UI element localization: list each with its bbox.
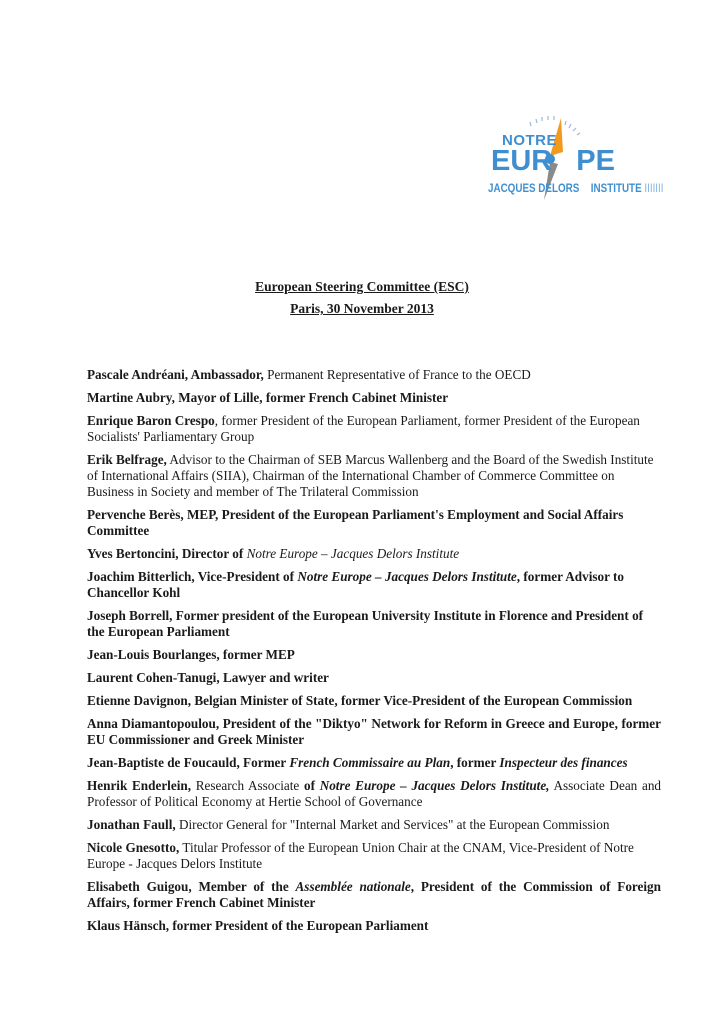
member-entry: [87, 452, 661, 500]
member-description: Titular Professor of the European Union Chair at the CNAM, Vice-President of Notre Europe - Jacques Delors Institute: [87, 840, 634, 871]
member-description: of: [303, 778, 320, 793]
member-name: Enrique Baron Crespo: [87, 413, 215, 428]
document-subtitle: Paris, 30 November 2013: [290, 301, 434, 316]
member-name: Henrik Enderlein,: [87, 778, 191, 793]
member-description: Permanent Representative of France to the OECD: [263, 367, 531, 382]
member-description: Notre Europe – Jacques Delors Institute: [246, 546, 460, 561]
member-name: Yves Bertoncini, Director of: [87, 546, 247, 561]
member-name: Jonathan Faull,: [87, 817, 176, 832]
member-description: Associate Dean and Professor of Political Economy at Hertie School of Governance: [87, 778, 662, 809]
member-name: Klaus Hänsch, former President of the European Parliament: [87, 918, 429, 933]
member-entry: [87, 569, 661, 601]
member-description: Advisor to the Chairman of SEB Marcus Wallenberg and the Board of the Swedish Institute of International Affairs (SIIA), Chairman of the International Chamber of Commerce Committee on Business in Society and member of The Trilateral Commission: [87, 452, 654, 499]
logo-europe: [491, 145, 615, 178]
member-entry: [87, 817, 661, 833]
member-description: Notre Europe – Jacques Delors Institute: [297, 569, 517, 584]
logo-jacques-delors-institute: [488, 181, 664, 195]
member-name: Laurent Cohen-Tanugi, Lawyer and writer: [87, 670, 329, 685]
member-entry: [87, 546, 661, 562]
member-name: Elisabeth Guigou, Member of the: [87, 879, 296, 894]
logo-pe: PE: [576, 145, 615, 177]
logo-notre: NOTRE: [502, 132, 557, 149]
member-description: , former Advisor to Chancellor Kohl: [87, 569, 624, 600]
member-entry: [87, 647, 661, 663]
member-entry: [87, 608, 661, 640]
logo-bars: IIIIIII: [644, 181, 664, 195]
member-entry: [87, 367, 661, 383]
member-name: Erik Belfrage,: [87, 452, 167, 467]
member-description: Inspecteur des finances: [499, 755, 628, 770]
member-entry: [87, 670, 661, 686]
notre-europe-logo: [488, 112, 664, 204]
member-entry: [87, 390, 661, 406]
member-entry: [87, 693, 661, 709]
logo-jacques-delors: JACQUES DELORS: [488, 181, 580, 195]
member-entry: [87, 778, 661, 810]
member-name: Martine Aubry, Mayor of Lille, former French Cabinet Minister: [87, 390, 449, 405]
member-name: Jean-Baptiste de Foucauld, Former: [87, 755, 290, 770]
member-name: Pascale Andréani, Ambassador,: [87, 367, 264, 382]
member-entry: [87, 413, 661, 445]
member-name: Nicole Gnesotto,: [87, 840, 180, 855]
member-name: Etienne Davignon, Belgian Minister of State, former Vice-President of the European Commission: [87, 693, 633, 708]
member-entry: [87, 840, 661, 872]
member-entry: [87, 879, 661, 911]
member-description: , former: [450, 755, 500, 770]
member-list: [87, 367, 661, 941]
member-description: Research Associate: [191, 778, 304, 793]
member-description: , President of the Commission of Foreign Affairs, former French Cabinet Minister: [87, 879, 661, 910]
member-description: French Commissaire au Plan: [289, 755, 451, 770]
document-title: European Steering Committee (ESC): [255, 279, 469, 294]
logo-eur: EUR: [491, 145, 553, 177]
member-description: Director General for "Internal Market and Services" at the European Commission: [175, 817, 610, 832]
member-entry: [87, 507, 661, 539]
member-entry: [87, 918, 661, 934]
logo-institute: INSTITUTE: [590, 181, 642, 195]
member-name: Joseph Borrell, Former president of the European University Institute in Florence and President of the European Parliament: [87, 608, 644, 639]
member-name: Anna Diamantopoulou, President of the "Diktyo" Network for Reform in Greece and Europe, former EU Commissioner and Greek Minister: [87, 716, 661, 747]
member-description: , former President of the European Parliament, former President of the European Socialists' Parliamentary Group: [87, 413, 640, 444]
member-entry: [87, 716, 661, 748]
member-entry: [87, 755, 661, 771]
member-description: Assemblée nationale: [295, 879, 411, 894]
member-name: Joachim Bitterlich, Vice-President of: [87, 569, 298, 584]
member-name: Pervenche Berès, MEP, President of the European Parliament's Employment and Social Affairs Committee: [87, 507, 624, 538]
member-name: Jean-Louis Bourlanges, former MEP: [87, 647, 295, 662]
member-description: Notre Europe – Jacques Delors Institute,: [319, 778, 550, 793]
